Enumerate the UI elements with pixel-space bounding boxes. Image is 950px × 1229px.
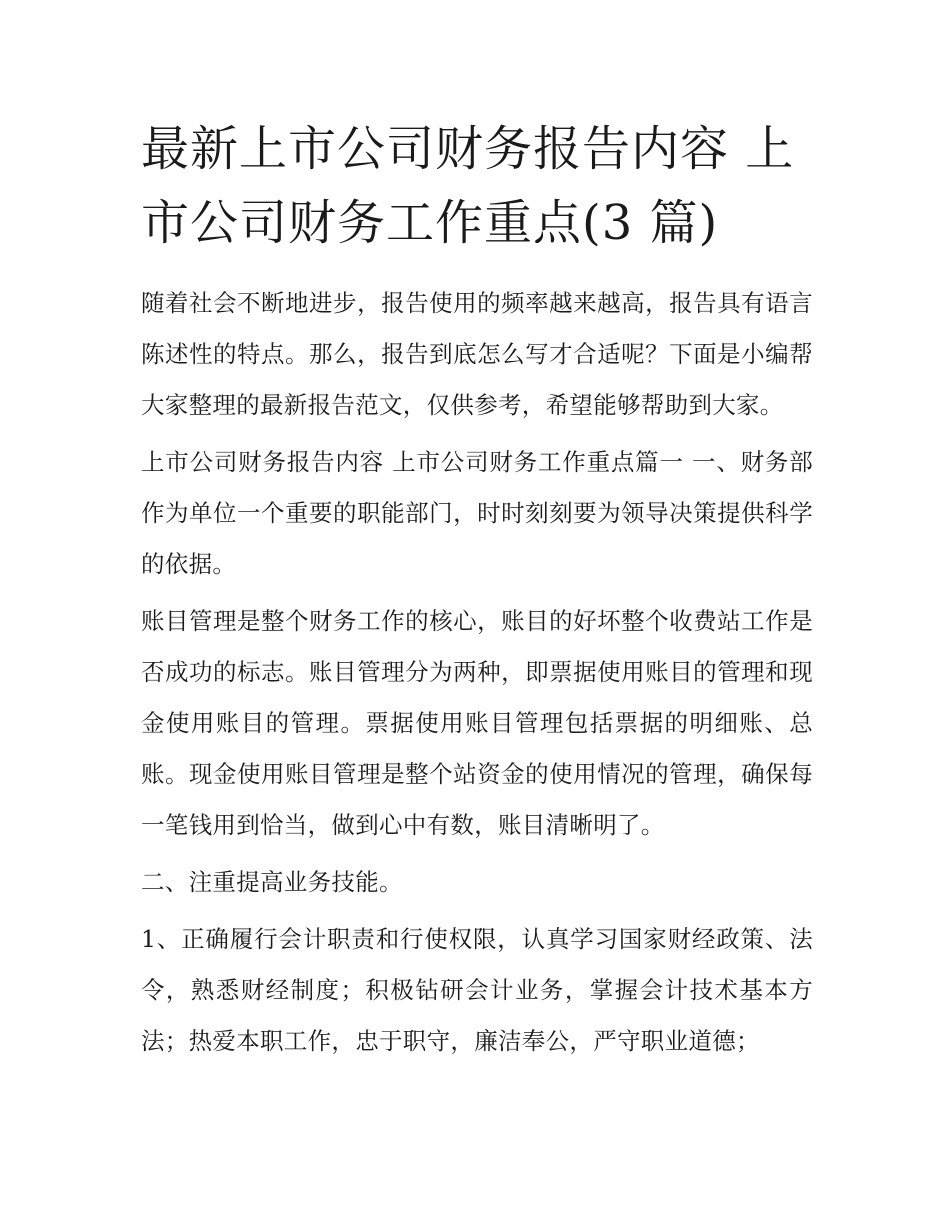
paragraph-item-one: 1、正确履行会计职责和行使权限，认真学习国家财经政策、法令，熟悉财经制度；积极钻研会计业务，掌握会计技术基本方法；热爱本职工作，忠于职守，廉洁奉公，严守职业道德；	[141, 925, 813, 1055]
document-title: 最新上市公司财务报告内容 上市公司财务工作重点(3 篇)	[141, 121, 795, 251]
paragraph-account-management: 账目管理是整个财务工作的核心，账目的好坏整个收费站工作是否成功的标志。账目管理分为两种，即票据使用账目的管理和现金使用账目的管理。票据使用账目管理包括票据的明细账、总账。现金使用账目管理是整个站资金的使用情况的管理，确保每一笔钱用到恰当，做到心中有数，账目清晰明了。	[141, 607, 813, 839]
paragraph-intro: 随着社会不断地进步，报告使用的频率越来越高，报告具有语言陈述性的特点。那么，报告到底怎么写才合适呢？下面是小编帮大家整理的最新报告范文，仅供参考，希望能够帮助到大家。	[141, 289, 813, 419]
paragraph-section-two-heading: 二、注重提高业务技能。	[141, 868, 403, 896]
paragraph-section-one: 上市公司财务报告内容 上市公司财务工作重点篇一 一、财务部作为单位一个重要的职能部门，时时刻刻要为领导决策提供科学的依据。	[141, 448, 813, 578]
document-body	[141, 112, 813, 1073]
